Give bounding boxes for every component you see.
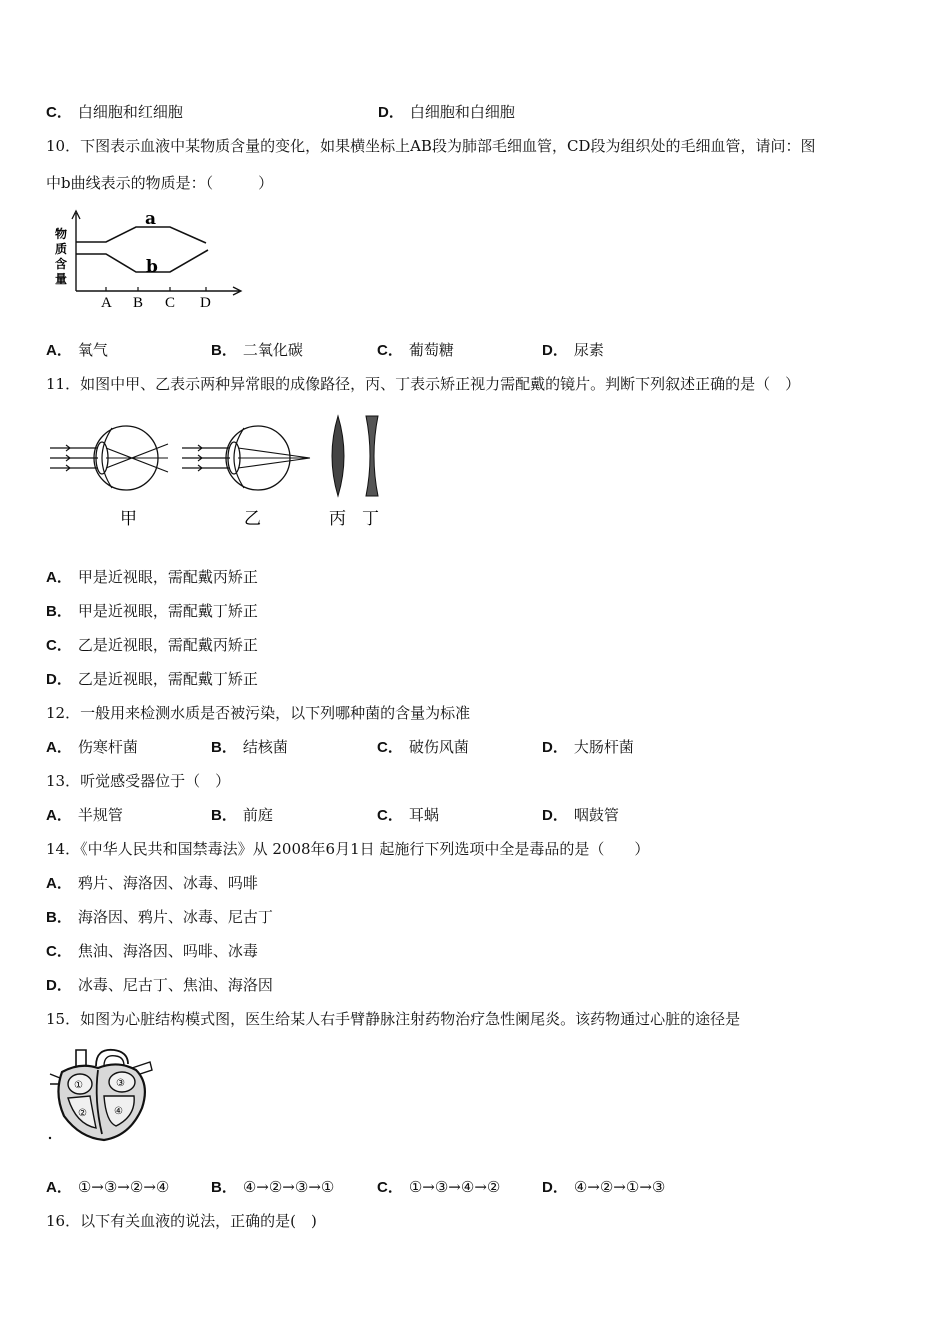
q15-stem: 15．如图为心脏结构模式图，医生给某人右手臂静脉注射药物治疗急性阑尾炎。该药物通过心脏的途径是 bbox=[46, 1010, 741, 1028]
q10-graph bbox=[48, 205, 248, 311]
concave-lens bbox=[366, 416, 378, 496]
option-letter: D． bbox=[542, 807, 568, 824]
option-text: 甲是近视眼，需配戴丙矫正 bbox=[77, 568, 258, 586]
tick-label-b: B bbox=[133, 295, 144, 311]
q10-stem-line2: 中b曲线表示的物质是：（ ） bbox=[46, 174, 274, 192]
label-ding: 丁 bbox=[362, 509, 379, 528]
q15-option-a bbox=[46, 1177, 169, 1198]
ylabel-char: 量 bbox=[55, 272, 68, 286]
option-letter: C． bbox=[377, 807, 403, 824]
q14-option-c bbox=[46, 941, 258, 962]
option-letter: A． bbox=[46, 569, 72, 586]
option-text: 氧气 bbox=[77, 341, 108, 359]
curve-b bbox=[76, 250, 208, 272]
option-text: 甲是近视眼，需配戴丁矫正 bbox=[77, 602, 258, 620]
label-jia: 甲 bbox=[120, 509, 137, 528]
option-text: ④→②→①→③ bbox=[573, 1178, 666, 1196]
option-text: ④→②→③→① bbox=[242, 1178, 335, 1196]
option-text: 乙是近视眼，需配戴丁矫正 bbox=[77, 670, 258, 688]
option-letter: C． bbox=[46, 104, 72, 121]
q10-option-b bbox=[211, 340, 303, 361]
option-letter: D． bbox=[378, 104, 404, 121]
chamber-label: ③ bbox=[116, 1078, 125, 1089]
option-text: 焦油、海洛因、吗啡、冰毒 bbox=[77, 942, 258, 960]
option-text: 伤寒杆菌 bbox=[77, 738, 138, 756]
q10-option-d bbox=[542, 340, 604, 361]
curve-a-label: a bbox=[145, 209, 157, 229]
option-text: ①→③→②→④ bbox=[77, 1178, 170, 1196]
tick-label-d: D bbox=[200, 295, 211, 311]
option-letter: C． bbox=[46, 637, 72, 654]
q10-figure bbox=[48, 205, 248, 311]
option-text: 耳蜗 bbox=[408, 806, 439, 824]
option-letter: D． bbox=[542, 342, 568, 359]
option-text: 乙是近视眼，需配戴丙矫正 bbox=[77, 636, 258, 654]
q10-option-a bbox=[46, 340, 108, 361]
q11-eye-diagram bbox=[48, 410, 388, 532]
option-letter: D． bbox=[542, 1179, 568, 1196]
option-text: 二氧化碳 bbox=[242, 341, 303, 359]
curve-a bbox=[76, 227, 206, 243]
convex-lens bbox=[332, 416, 344, 496]
q13-option-b bbox=[211, 805, 273, 826]
option-letter: B． bbox=[46, 909, 72, 926]
q12-option-d bbox=[542, 737, 634, 758]
q14-option-a bbox=[46, 873, 258, 894]
tick-label-c: C bbox=[165, 295, 176, 311]
option-text: 海洛因、鸦片、冰毒、尼古丁 bbox=[77, 908, 273, 926]
option-text: 葡萄糖 bbox=[408, 341, 454, 359]
ylabel-char: 质 bbox=[55, 242, 68, 256]
option-text: 冰毒、尼古丁、焦油、海洛因 bbox=[77, 976, 273, 994]
chamber-label: ① bbox=[74, 1080, 83, 1091]
option-letter: B． bbox=[211, 342, 237, 359]
option-text: 鸦片、海洛因、冰毒、吗啡 bbox=[77, 874, 258, 892]
q11-option-b bbox=[46, 601, 258, 622]
q15-option-b bbox=[211, 1177, 334, 1198]
option-text: 前庭 bbox=[242, 806, 273, 824]
q13-option-c bbox=[377, 805, 439, 826]
option-text: 白细胞和白细胞 bbox=[409, 103, 515, 121]
q12-option-c bbox=[377, 737, 469, 758]
option-letter: A． bbox=[46, 875, 72, 892]
chamber-label: ④ bbox=[114, 1106, 123, 1117]
q15-option-d bbox=[542, 1177, 665, 1198]
q14-option-d bbox=[46, 975, 273, 996]
q16-stem: 16．以下有关血液的说法，正确的是( ) bbox=[46, 1212, 317, 1230]
tick-label-a: A bbox=[101, 295, 112, 311]
eye-yi bbox=[182, 426, 310, 490]
option-letter: D． bbox=[46, 977, 72, 994]
option-letter: C． bbox=[377, 342, 403, 359]
option-letter: A． bbox=[46, 739, 72, 756]
q10-option-c bbox=[377, 340, 454, 361]
q15-figure bbox=[46, 1044, 158, 1144]
option-letter: B． bbox=[211, 807, 237, 824]
q11-stem: 11．如图中甲、乙表示两种异常眼的成像路径，丙、丁表示矫正视力需配戴的镜片。判断下列叙述正确的是（ ） bbox=[46, 375, 801, 393]
option-letter: B． bbox=[211, 1179, 237, 1196]
chamber-label: ② bbox=[78, 1108, 87, 1119]
q12-stem: 12．一般用来检测水质是否被污染，以下列哪种菌的含量为标准 bbox=[46, 704, 471, 722]
q15-option-c bbox=[377, 1177, 500, 1198]
q9-option-d bbox=[378, 102, 515, 123]
heart-diagram bbox=[46, 1044, 158, 1144]
option-text: 破伤风菌 bbox=[408, 738, 469, 756]
ylabel-char: 含 bbox=[55, 257, 68, 271]
option-letter: C． bbox=[46, 943, 72, 960]
q11-figure bbox=[48, 410, 388, 532]
q11-option-a bbox=[46, 567, 258, 588]
q10-stem-line1: 10．下图表示血液中某物质含量的变化，如果横坐标上AB段为肺部毛细血管，CD段为组织处的毛细血管，请问：图 bbox=[46, 137, 816, 155]
option-text: 结核菌 bbox=[242, 738, 288, 756]
option-text: 尿素 bbox=[573, 341, 604, 359]
q11-option-d bbox=[46, 669, 258, 690]
q14-option-b bbox=[46, 907, 273, 928]
q12-option-a bbox=[46, 737, 138, 758]
q9-option-c bbox=[46, 102, 183, 123]
ylabel-char: 物 bbox=[55, 227, 68, 241]
eye-jia bbox=[50, 426, 168, 490]
option-letter: C． bbox=[377, 1179, 403, 1196]
option-letter: B． bbox=[211, 739, 237, 756]
option-letter: B． bbox=[46, 603, 72, 620]
option-text: 咽鼓管 bbox=[573, 806, 619, 824]
label-bing: 丙 bbox=[329, 509, 346, 528]
q12-option-b bbox=[211, 737, 288, 758]
label-yi: 乙 bbox=[244, 509, 261, 528]
option-text: 白细胞和红细胞 bbox=[77, 103, 183, 121]
option-text: 半规管 bbox=[77, 806, 123, 824]
option-letter: D． bbox=[46, 671, 72, 688]
option-letter: C． bbox=[377, 739, 403, 756]
option-letter: A． bbox=[46, 807, 72, 824]
q14-stem: 14．《中华人民共和国禁毒法》从 2008年6月1日 起施行下列选项中全是毒品的是（ ） bbox=[46, 840, 650, 858]
option-text: 大肠杆菌 bbox=[573, 738, 634, 756]
q13-option-d bbox=[542, 805, 619, 826]
q11-option-c bbox=[46, 635, 258, 656]
option-letter: A． bbox=[46, 1179, 72, 1196]
option-letter: A． bbox=[46, 342, 72, 359]
option-text: ①→③→④→② bbox=[408, 1178, 501, 1196]
q13-option-a bbox=[46, 805, 123, 826]
curve-b-label: b bbox=[146, 257, 158, 277]
option-letter: D． bbox=[542, 739, 568, 756]
q13-stem: 13．听觉感受器位于（ ） bbox=[46, 772, 231, 790]
